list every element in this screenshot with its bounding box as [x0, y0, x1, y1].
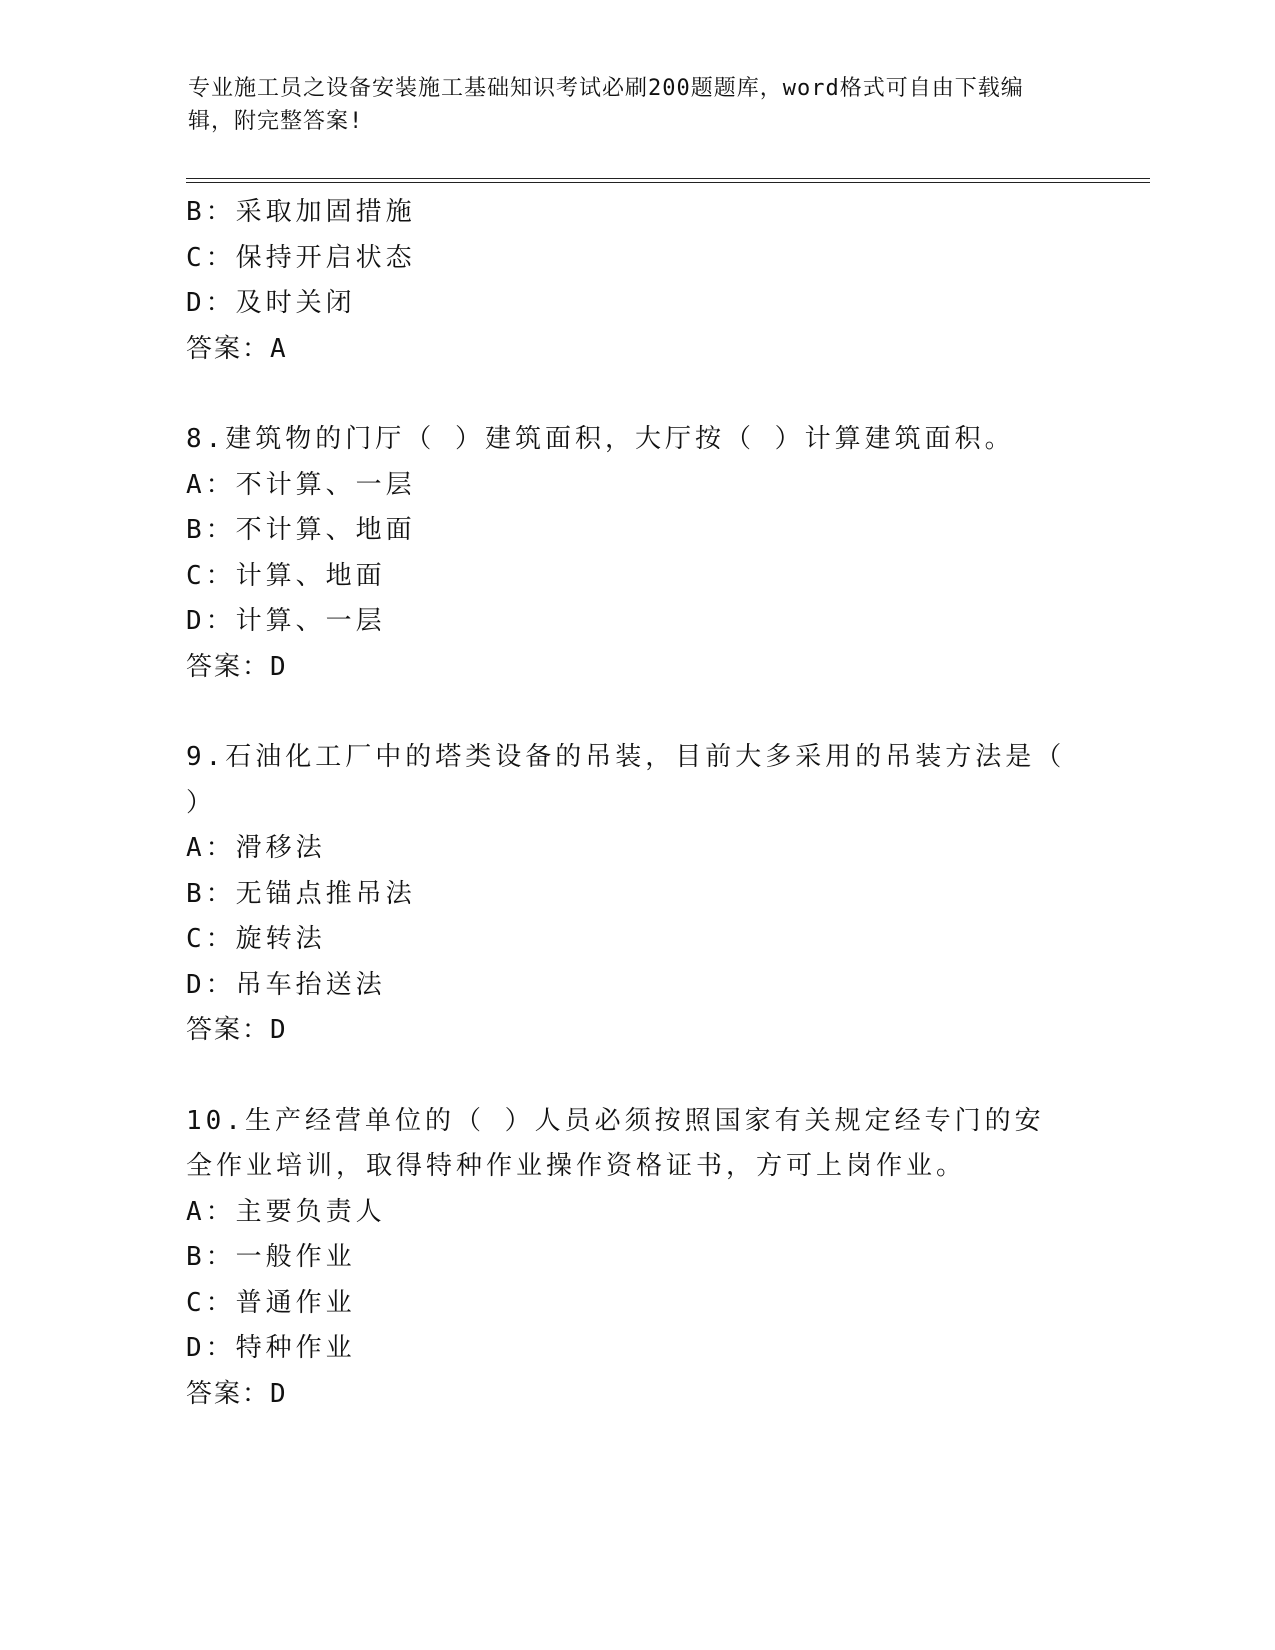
option-d: D：特种作业 [186, 1333, 356, 1363]
spacer [186, 372, 1086, 417]
answer-value: D [270, 1015, 287, 1045]
option-c: C：保持开启状态 [186, 242, 416, 273]
answer-label: 答案： [186, 1378, 271, 1409]
spacer [186, 1054, 1086, 1099]
header-divider-top [186, 178, 1150, 179]
answer-label: 答案： [186, 1015, 271, 1045]
option-b: B：采取加固措施 [186, 197, 416, 227]
question-block-8 [186, 417, 1086, 690]
option-b: B：不计算、地面 [186, 515, 416, 545]
option-d: D：吊车抬送法 [186, 969, 386, 1000]
option-c: C：旋转法 [186, 924, 326, 954]
question-content [186, 190, 1086, 1417]
option-d: D：及时关闭 [186, 288, 356, 318]
option-c: C：普通作业 [186, 1287, 356, 1318]
answer-line [186, 1008, 1086, 1054]
option-b: B：无锚点推吊法 [186, 878, 416, 909]
option-a: A：主要负责人 [186, 1196, 386, 1227]
question-text: 10.生产经营单位的（ ）人员必须按照国家有关规定经专门的安全作业培训，取得特种作业操作资格证书，方可上岗作业。 [186, 1105, 1045, 1181]
option-b: B：一般作业 [186, 1242, 356, 1272]
answer-value: D [270, 1378, 287, 1409]
document-header-title: 专业施工员之设备安装施工基础知识考试必刷200题题库，word格式可自由下载编辑，附完整答案! [188, 76, 1024, 134]
header-divider-bottom [186, 182, 1150, 183]
question-block-10 [186, 1099, 1086, 1418]
answer-label: 答案： [186, 651, 271, 682]
option-a: A：滑移法 [186, 833, 326, 863]
answer-label: 答案： [186, 333, 271, 364]
answer-line [186, 1372, 1086, 1418]
question-text: 8.建筑物的门厅（ ）建筑面积，大厅按（ ）计算建筑面积。 [186, 424, 1015, 454]
answer-line [186, 327, 1086, 373]
question-text: 9.石油化工厂中的塔类设备的吊装，目前大多采用的吊装方法是（ ） [186, 742, 1066, 818]
option-c: C：计算、地面 [186, 560, 386, 591]
spacer [186, 690, 1086, 735]
question-block-7-continued [186, 190, 1086, 372]
answer-value: D [270, 651, 287, 682]
option-a: A：不计算、一层 [186, 469, 416, 500]
answer-value: A [270, 333, 287, 364]
answer-line [186, 645, 1086, 691]
question-block-9 [186, 735, 1086, 1054]
option-d: D：计算、一层 [186, 606, 386, 636]
